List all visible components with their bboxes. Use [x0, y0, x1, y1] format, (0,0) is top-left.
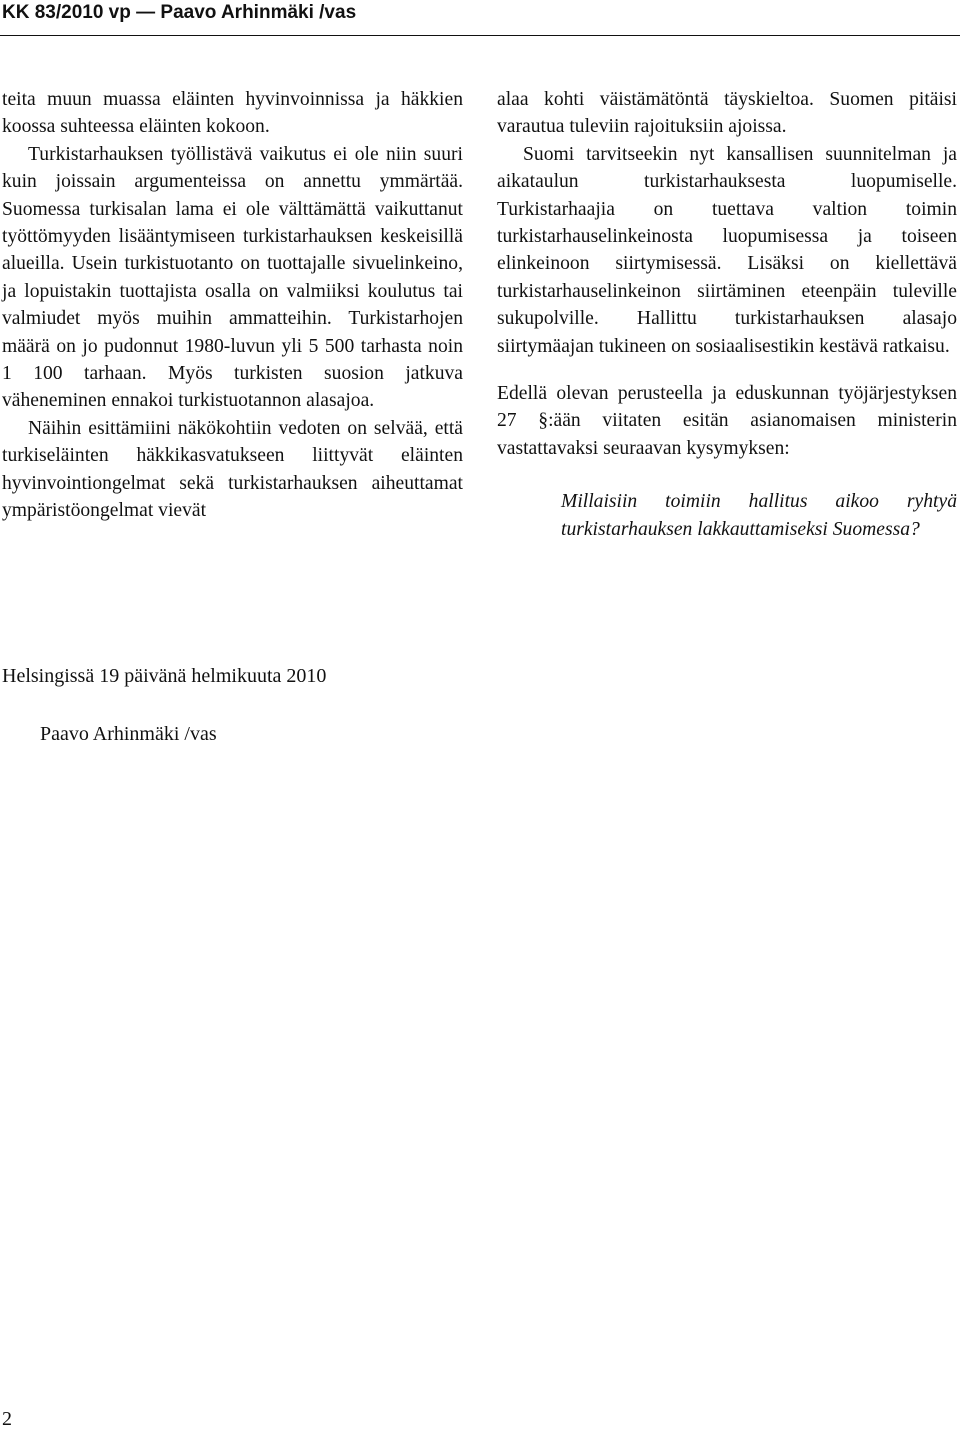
paragraph: Turkistarhauksen työllistävä vaikutus ei ole niin suuri kuin joissain argumenteissa on annettu ymmärtää. Suomessa turkisalan lama ei ole välttämättä vaikuttanut työttömyyden lisääntymiseen turkistarhauksen keskeisillä alueilla. Usein turkistuotanto on tuottajalle sivuelinkeino, ja lopuistakin tuottajista osalla on valmiiksi koulutus tai valmiudet myös muihin ammatteihin. Turkistarhojen määrä on jo pudonnut 1980-luvun yli 5 500 tarhasta noin 1 100 tarhaan. Myös turkisten suosion jatkuva väheneminen ennakoi turkistuotannon alasajoa.: [2, 143, 463, 412]
question-text: Millaisiin toimiin hallitus aikoo ryhtyä turkistarhauksen lakkauttamiseksi Suomessa?: [561, 491, 957, 540]
paragraph: Edellä olevan perusteella ja eduskunnan työjärjestyksen 27 §:ään viitaten esitän asianomaisen ministerin vastattavaksi seuraavan kysymyksen:: [497, 383, 957, 459]
paragraph: Näihin esittämiini näkökohtiin vedoten on selvää, että turkiseläinten häkkikasvatukseen liittyvät eläinten hyvinvointiongelmat sekä turkistarhauksen aiheuttamat ympäristöongelmat vievät: [2, 417, 463, 522]
right-column: [497, 86, 957, 543]
left-column: [2, 86, 463, 525]
page-number: 2: [2, 1408, 12, 1430]
page-header: [0, 0, 960, 36]
place-date: Helsingissä 19 päivänä helmikuuta 2010: [2, 665, 327, 687]
paragraph: Suomi tarvitseekin nyt kansallisen suunnitelman ja aikataulun turkistarhauksesta luopumiselle. Turkistarhaajia on tuettava valtion toimin turkistarhauselinkeinosta luopumisessa ja toiseen elinkeinoon siirtymisessä. Lisäksi on kiellettävä turkistarhauselinkeinon siirtäminen eteenpäin tuleville sukupolville. Hallittu turkistarhauksen alasajo siirtymäajan tukineen on sosiaalisestikin kestävä ratkaisu.: [497, 143, 957, 357]
signature: Paavo Arhinmäki /vas: [40, 723, 217, 745]
paragraph: alaa kohti väistämätöntä täyskieltoa. Suomen pitäisi varautua tuleviin rajoituksiin ajoissa.: [497, 89, 957, 138]
paragraph: teita muun muassa eläinten hyvinvoinnissa ja häkkien koossa suhteessa eläinten kokoon.: [2, 89, 463, 138]
document-title: KK 83/2010 vp — Paavo Arhinmäki /vas: [2, 2, 357, 23]
